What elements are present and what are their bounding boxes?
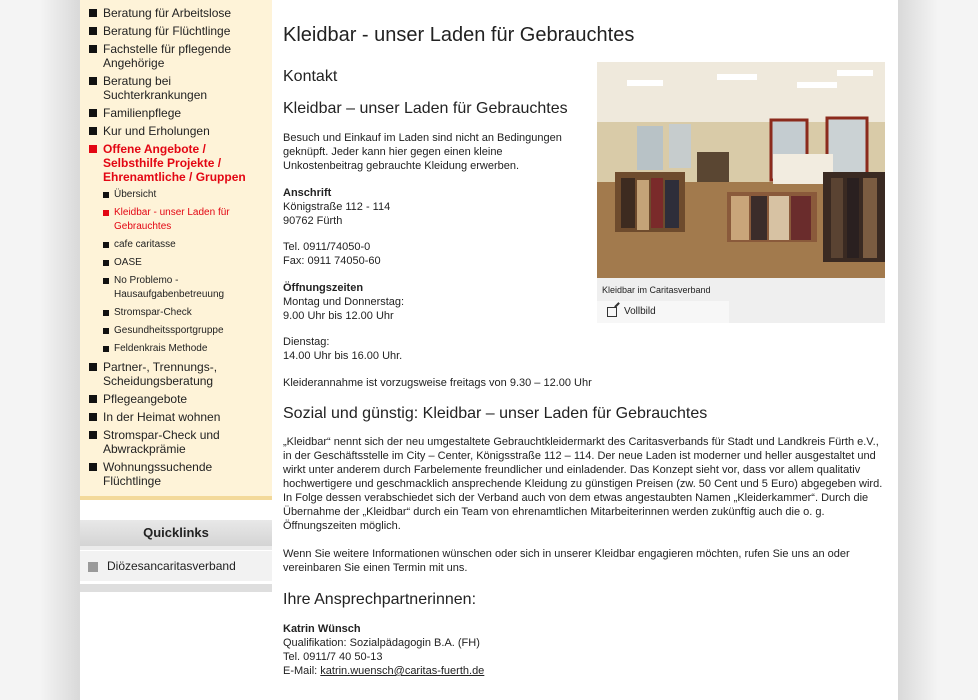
square-bullet-icon [89, 431, 97, 439]
square-bullet-icon [103, 328, 109, 334]
sidebar-item-familienpflege[interactable] [80, 104, 272, 122]
page-shadow-right [898, 0, 938, 700]
sidebar-item-offene-angebote-selbsthilfe-projekte-ehrenamtliche-gruppen[interactable] [80, 140, 272, 186]
hours-block [283, 281, 583, 363]
sidebar-item-beratung-bei-suchterkrankungen[interactable] [80, 72, 272, 104]
sidebar-subitem-kleidbar-unser-laden-für-gebrauchtes[interactable] [80, 204, 272, 236]
square-bullet-icon [89, 395, 97, 403]
sidebar-subitem-oase[interactable] [80, 254, 272, 272]
sidebar-subitem-no-problemo-hausaufgabenbetreuung[interactable] [80, 272, 272, 304]
square-bullet-icon [89, 77, 97, 85]
address-street: Königstraße 112 - 114 [283, 201, 391, 213]
section2-text: „Kleidbar“ nennt sich der neu umgestaltete Gebrauchtkleidermarkt des Caritasverbands für Stadt und Landkreis Fürth e.V., in der Geschäftsstelle im City – Center, Königsstraße 112 – 114. Der neue Laden ist moderner und heller ausgestaltet und wirkt unter anderem durch Farbelemente freundlicher und einladender. Das Konzept sieht vor, dass vor allem qualitativ hochwertigere und geschmacklich ansprechende Kleidung zu günstigen Preisen (zw. 50 Cent und 5 Euro) abgegeben wird. In Folge dessen verabschiedet sich der Verband auch von dem etwas angestaubten Namen „Kleiderkammer“. Durch die Übernahme der „Kleidbar“ durch ein Team von ehrenamtlichen Mitarbeiterinnen werden zukünftig auch die o. g. Öffnungszeiten möglich. [283, 436, 883, 532]
sidebar-item-label: Wohnungssuchende Flüchtlinge [103, 460, 213, 488]
hours-days1: Montag und Donnerstag: [283, 296, 405, 308]
sidebar-item-pflegeangebote[interactable] [80, 390, 272, 408]
sidebar-nav [80, 0, 272, 500]
sidebar-item-label: No Problemo - Hausaufgabenbetreuung [114, 275, 225, 300]
sidebar-item-label: Familienpflege [103, 106, 182, 120]
annahme-text: Kleiderannahme ist vorzugsweise freitags von 9.30 – 12.00 Uhr [283, 377, 592, 389]
sidebar-item-label: Fachstelle für pflegende Angehörige [103, 42, 232, 70]
sidebar-subitem-gesundheitssportgruppe[interactable] [80, 322, 272, 340]
square-bullet-icon [89, 413, 97, 421]
sidebar-item-label: OASE [114, 257, 142, 268]
contact-qualification: Qualifikation: Sozialpädagogin B.A. (FH) [283, 637, 480, 649]
quicklinks-box [80, 520, 272, 581]
contact-email-link[interactable]: katrin.wuensch@caritas-fuerth.de [320, 665, 485, 677]
hours-time2: 14.00 Uhr bis 16.00 Uhr. [283, 350, 403, 362]
sidebar-subitem-stromspar-check[interactable] [80, 304, 272, 322]
sidebar-subitem-feldenkrais-methode[interactable] [80, 340, 272, 358]
hours-days2: Dienstag: [283, 336, 330, 348]
square-bullet-icon [89, 109, 97, 117]
section2-heading: Sozial und günstig: Kleidbar – unser Laden für Gebrauchtes [283, 405, 708, 422]
sidebar-item-label: cafe caritasse [114, 239, 176, 250]
fullsize-label: Vollbild [624, 306, 656, 317]
quicklink-label: Diözesancaritasverband [107, 559, 236, 573]
sidebar-item-label: Übersicht [114, 189, 157, 200]
sidebar-item-label: Stromspar-Check [114, 307, 192, 318]
sidebar-item-beratung-für-flüchtlinge[interactable] [80, 22, 272, 40]
square-bullet-icon [103, 192, 109, 198]
square-bullet-icon [89, 45, 97, 53]
sidebar-item-wohnungssuchende-flüchtlinge[interactable] [80, 458, 272, 490]
square-bullet-icon [88, 562, 98, 572]
sidebar-item-beratung-für-arbeitslose[interactable] [80, 4, 272, 22]
square-bullet-icon [103, 310, 109, 316]
address-label: Anschrift [283, 187, 332, 199]
quicklink-dioezesancaritasverband[interactable] [80, 550, 272, 581]
square-bullet-icon [103, 260, 109, 266]
intro-text: Besuch und Einkauf im Laden sind nicht an Bedingungen geknüpft. Jeder kann hier gegen einen kleine Unkostenbeitrag gebrauchte Kleidung erwerben. [283, 132, 562, 172]
sidebar-item-in-der-heimat-wohnen[interactable] [80, 408, 272, 426]
external-link-icon [607, 307, 617, 317]
contact-email-label: E-Mail: [283, 665, 321, 677]
sidebar-item-label: Kur und Erholungen [103, 124, 210, 138]
contact-name: Katrin Wünsch [283, 623, 361, 635]
page [80, 0, 898, 700]
sidebar-item-label: Offene Angebote / Selbsthilfe Projekte / Ehrenamtliche / Gruppen [103, 142, 246, 184]
hours-time1: 9.00 Uhr bis 12.00 Uhr [283, 310, 394, 322]
subtitle: Kleidbar – unser Laden für Gebrauchtes [283, 100, 568, 117]
square-bullet-icon [103, 242, 109, 248]
hours-label: Öffnungszeiten [283, 282, 364, 294]
page-shadow-left [40, 0, 80, 700]
sidebar [80, 0, 272, 592]
sidebar-item-label: Kleidbar - unser Laden für Gebrauchtes [114, 207, 230, 232]
figure-caption: Kleidbar im Caritasverband [602, 285, 711, 295]
contact-tel: Tel. 0911/7 40 50-13 [283, 651, 383, 663]
main-content [283, 0, 887, 677]
sidebar-item-label: Feldenkrais Methode [114, 343, 208, 354]
sidebar-item-label: Beratung bei Suchterkrankungen [103, 74, 208, 102]
square-bullet-icon [89, 127, 97, 135]
sidebar-item-label: Partner-, Trennungs-, Scheidungsberatung [103, 360, 218, 388]
info-text: Wenn Sie weitere Informationen wünschen oder sich in unserer Kleidbar engagieren möchten, rufen Sie uns an oder vereinbaren Sie einen Termin mit uns. [283, 548, 850, 574]
sidebar-item-label: Beratung für Arbeitslose [103, 6, 232, 20]
quicklinks-footer [80, 584, 272, 592]
address-tel: Tel. 0911/74050-0 [283, 241, 371, 253]
square-bullet-icon [89, 27, 97, 35]
contact-email-line [283, 664, 885, 678]
store-photo-illustration [597, 62, 885, 278]
sidebar-item-fachstelle-für-pflegende-angehörige[interactable] [80, 40, 272, 72]
address-city: 90762 Fürth [283, 215, 343, 227]
contact-block [283, 622, 885, 678]
sidebar-item-label: In der Heimat wohnen [103, 410, 221, 424]
address-fax: Fax: 0911 74050-60 [283, 255, 381, 267]
square-bullet-icon [89, 9, 97, 17]
sidebar-subitem-übersicht[interactable] [80, 186, 272, 204]
square-bullet-icon [103, 278, 109, 284]
kontakt-heading: Kontakt [283, 68, 338, 85]
address-block [283, 186, 583, 268]
sidebar-item-stromspar-check-und-abwrackprämie[interactable] [80, 426, 272, 458]
page-title: Kleidbar - unser Laden für Gebrauchtes [283, 24, 635, 46]
square-bullet-icon [89, 463, 97, 471]
square-bullet-icon [89, 145, 97, 153]
square-bullet-icon [89, 363, 97, 371]
sidebar-item-partner-trennungs-scheidungsberatung[interactable] [80, 358, 272, 390]
square-bullet-icon [103, 346, 109, 352]
sidebar-item-label: Pflegeangebote [103, 392, 188, 406]
sidebar-item-label: Stromspar-Check und Abwrackprämie [103, 428, 220, 456]
figure [597, 62, 885, 323]
store-photo[interactable] [597, 62, 885, 278]
sidebar-item-label: Beratung für Flüchtlinge [103, 24, 231, 38]
sidebar-item-label: Gesundheitssportgruppe [114, 325, 224, 336]
quicklinks-title: Quicklinks [80, 520, 272, 546]
fullsize-button[interactable] [597, 301, 729, 323]
sidebar-item-kur-und-erholungen[interactable] [80, 122, 272, 140]
square-bullet-icon [103, 210, 109, 216]
contacts-heading: Ihre Ansprechpartnerinnen: [283, 591, 477, 608]
sidebar-subitem-cafe-caritasse[interactable] [80, 236, 272, 254]
